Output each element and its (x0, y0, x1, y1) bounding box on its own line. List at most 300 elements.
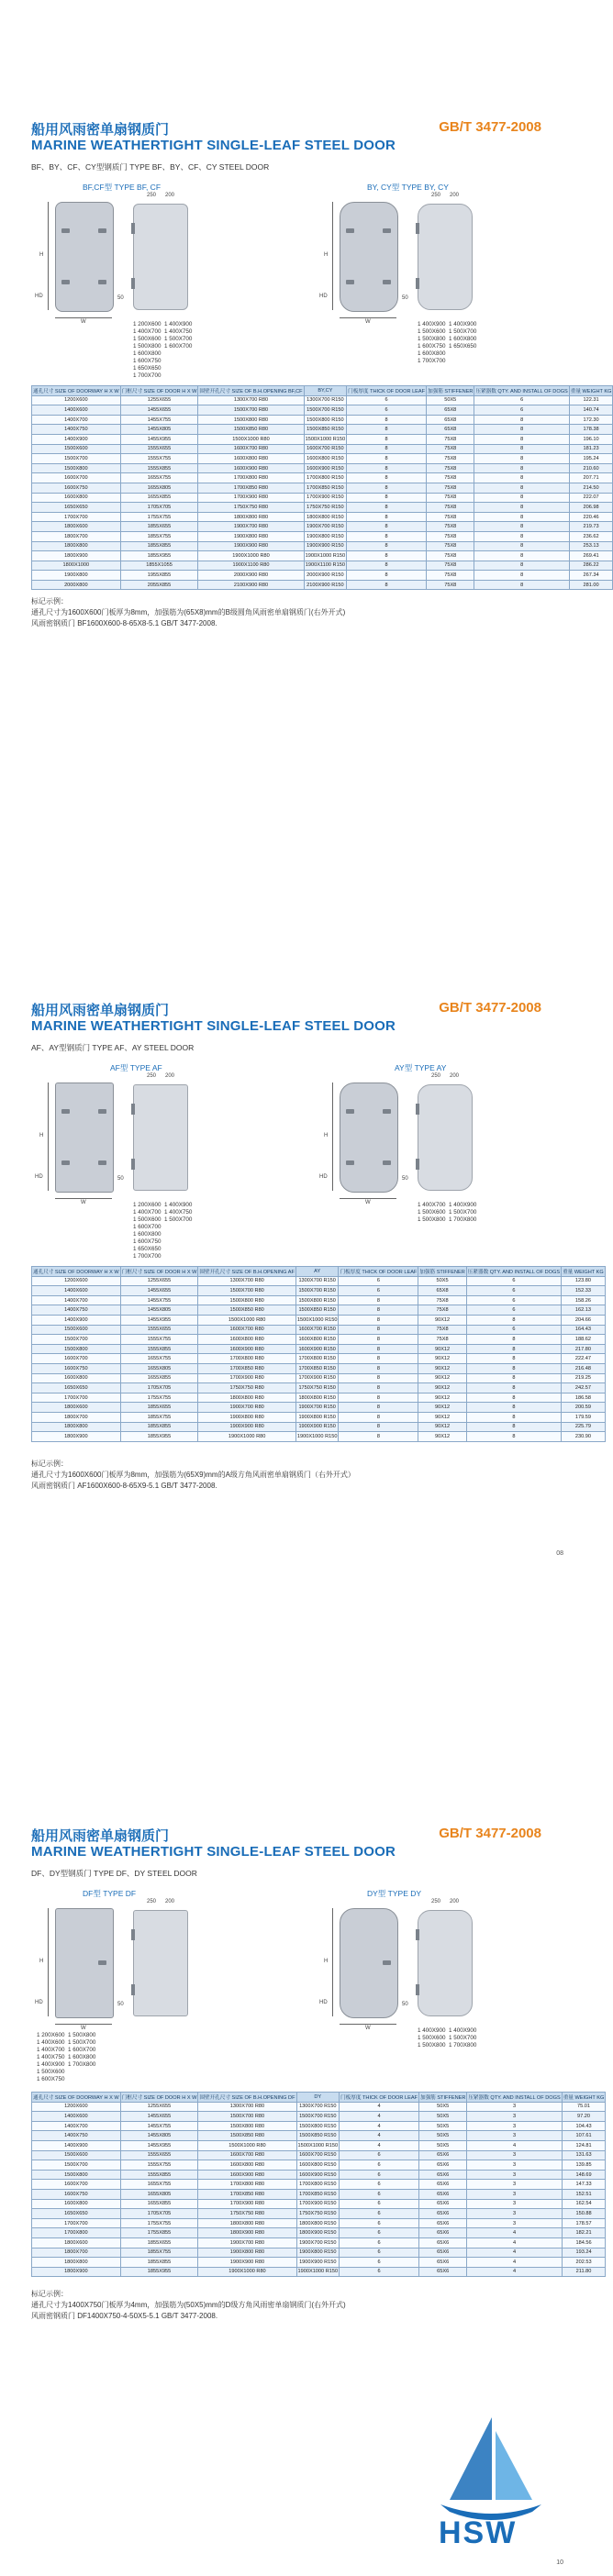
dog-handle-icon (98, 280, 106, 284)
table-cell: 4 (340, 2102, 419, 2112)
table-cell: 1400X750 (32, 2131, 121, 2141)
table-cell: 8 (347, 473, 427, 483)
table-cell: 1900X1000 R150 (296, 2267, 340, 2277)
table-cell: 1655X805 (120, 2189, 198, 2199)
table-cell: 1600X900 R150 (295, 1344, 339, 1354)
table-cell: 1900X900 R150 (295, 1422, 339, 1432)
page-number: 10 (556, 2559, 563, 2566)
col-header: 通孔尺寸 SIZE OF DOORWAY H X W (32, 386, 121, 396)
table-cell: 1400X600 (32, 1286, 121, 1296)
size-list-left: 1 200X600 1 500X800 1 400X600 1 500X700 1 400X700 1 600X700 1 400X750 1 600X800 1 400X900 1 700X800 1 500X600 1 600X750 (37, 2032, 96, 2082)
table-row (32, 1335, 606, 1345)
dog-handle-icon (383, 280, 391, 284)
table-cell: 75X8 (427, 561, 474, 571)
table-cell: 123.80 (562, 1276, 606, 1286)
table-cell: 2000X800 (32, 580, 121, 590)
table-cell: 122.31 (569, 395, 613, 405)
col-header: 门板厚度 THICK OF DOOR LEAF (340, 2093, 419, 2103)
table-cell: 65X8 (418, 1286, 466, 1296)
table-cell: 1255X655 (120, 2102, 198, 2112)
table-cell: 1750X750 R150 (304, 503, 347, 513)
table-cell: 1500X1000 R150 (295, 1315, 339, 1325)
table-cell: 75X8 (418, 1335, 466, 1345)
table-cell: 65X6 (418, 2248, 466, 2258)
table-cell: 1700X800 R80 (198, 1354, 296, 1364)
table-cell: 8 (474, 493, 569, 503)
table-cell: 8 (466, 1383, 561, 1393)
dog-handle-icon (61, 228, 70, 233)
col-header: 门板厚度 THICK OF DOOR LEAF (347, 386, 427, 396)
table-cell: 269.41 (569, 551, 613, 561)
table-cell: 131.63 (562, 2150, 606, 2160)
dog-handle-icon (383, 1960, 391, 1965)
table-row (32, 1295, 606, 1305)
table-cell: 1455X755 (120, 1295, 198, 1305)
table-cell: 1800X800 (32, 541, 121, 551)
table-cell: 2000X900 R80 (198, 571, 304, 581)
table-cell: 1600X800 R150 (296, 2160, 340, 2171)
table-cell: 1900X800 R80 (198, 1412, 296, 1422)
col-header: 围壁开孔尺寸 SIZE OF B.H.OPENING BF,CF (198, 386, 304, 396)
table-cell: 65X6 (418, 2150, 466, 2160)
table-cell: 1700X700 (32, 1393, 121, 1403)
table-cell: 65X6 (418, 2228, 466, 2238)
table-cell: 1555X755 (120, 2160, 198, 2171)
table-row (32, 1373, 606, 1383)
dim-label: W (81, 319, 86, 325)
table-cell: 1800X600 (32, 1403, 121, 1413)
table-row (32, 2258, 606, 2268)
table-cell: 1500X800 (32, 2170, 121, 2180)
table-cell: 8 (474, 531, 569, 541)
table-cell: 75X8 (427, 571, 474, 581)
table-cell: 1700X800 R150 (304, 473, 347, 483)
note-title: 标记示例： (31, 2290, 68, 2298)
note-title: 标记示例： (31, 1460, 68, 1468)
table-row (32, 2121, 606, 2131)
table-cell: 1600X800 (32, 493, 121, 503)
table-cell: 1455X655 (120, 405, 198, 416)
table-cell: 1655X805 (120, 483, 198, 493)
table-cell: 8 (339, 1403, 418, 1413)
table-cell: 220.46 (569, 512, 613, 522)
col-header: 加强筋 STIFFENER (418, 2093, 466, 2103)
size-list-right: 1 400X900 1 400X900 1 500X600 1 500X700 1 500X800 1 700X800 (418, 2027, 477, 2049)
table-cell: 8 (466, 1315, 561, 1325)
table-cell: 1600X800 R80 (198, 454, 304, 464)
table-cell: 1900X700 R80 (198, 1403, 296, 1413)
table-cell: 219.25 (562, 1373, 606, 1383)
table-cell: 1700X700 (32, 512, 121, 522)
table-cell: 1700X800 R150 (295, 1354, 339, 1364)
table-row (32, 425, 613, 435)
table-cell: 162.54 (562, 2199, 606, 2209)
table-cell: 8 (466, 1412, 561, 1422)
table-cell: 8 (466, 1363, 561, 1373)
note-block (31, 1459, 355, 1492)
table-cell: 8 (347, 503, 427, 513)
table-cell: 217.80 (562, 1344, 606, 1354)
table-cell: 1800X600 (32, 522, 121, 532)
dim-label: 50 (117, 1176, 124, 1182)
dim-label: HD (35, 294, 43, 299)
table-cell: 1600X750 (32, 2189, 121, 2199)
size-list-right: 1 400X700 1 400X900 1 500X600 1 500X700 1 500X800 1 700X800 (418, 1202, 477, 1223)
table-cell: 1600X800 R150 (295, 1335, 339, 1345)
dim-label: 200 (165, 193, 175, 198)
table-row (32, 1403, 606, 1413)
table-cell: 90X12 (418, 1354, 466, 1364)
table-cell: 1855X955 (120, 1432, 198, 1442)
table-cell: 1700X900 R150 (296, 2199, 340, 2209)
table-cell: 1500X600 (32, 1325, 121, 1335)
dim-label: 50 (117, 295, 124, 301)
dim-label: H (324, 252, 329, 258)
table-cell: 65X6 (418, 2199, 466, 2209)
dog-handle-icon (346, 1109, 354, 1114)
dog-handle-icon (383, 1109, 391, 1114)
table-cell: 1700X800 R80 (198, 473, 304, 483)
table-cell: 65X6 (418, 2189, 466, 2199)
table-cell: 8 (347, 463, 427, 473)
dimension-line (55, 1198, 112, 1199)
table-cell: 1600X700 R150 (296, 2150, 340, 2160)
table-row (32, 1432, 606, 1442)
table-cell: 1455X805 (120, 425, 198, 435)
table-row (32, 2160, 606, 2171)
table-cell: 6 (340, 2150, 419, 2160)
table-cell: 2100X900 R150 (304, 580, 347, 590)
table-cell: 1500X700 R150 (304, 405, 347, 416)
dimension-line (55, 317, 112, 318)
table-cell: 1600X700 R80 (198, 1325, 296, 1335)
dim-label: 200 (165, 1899, 175, 1904)
table-cell: 1900X800 R150 (295, 1412, 339, 1422)
table-cell: 1700X850 R150 (296, 2189, 340, 2199)
table-cell: 8 (474, 551, 569, 561)
section-header (0, 119, 580, 174)
table-cell: 1655X855 (120, 2199, 198, 2209)
table-cell: 1300X700 R150 (296, 2102, 340, 2112)
table-cell: 104.43 (562, 2121, 606, 2131)
table-cell: 178.57 (562, 2218, 606, 2228)
table-cell: 1500X1000 R80 (198, 1315, 296, 1325)
table-row (32, 512, 613, 522)
table-cell: 6 (466, 1286, 561, 1296)
table-cell: 1855X1055 (120, 561, 198, 571)
table-cell: 65X8 (427, 415, 474, 425)
table-cell: 184.56 (562, 2237, 606, 2248)
table-cell: 1800X800 R150 (296, 2218, 340, 2228)
dimension-line (340, 317, 396, 318)
table-row (32, 2228, 606, 2238)
table-cell: 1600X900 R80 (198, 463, 304, 473)
door-front-view (340, 1083, 398, 1193)
dimension-line (48, 202, 49, 310)
diagram-left-label: AF型 TYPE AF (110, 1063, 162, 1072)
table-cell: 90X12 (418, 1373, 466, 1383)
hsw-logo (431, 2413, 551, 2550)
note-text: 通孔尺寸为1600X600门板厚为8mm，加强筋为(65X9)mm的A级方角风雨密单扇钢质门（右外开式） (31, 1471, 355, 1479)
table-cell: 65X6 (418, 2160, 466, 2171)
table-cell: 1900X900 R80 (198, 541, 304, 551)
door-leaf-view (133, 1910, 188, 2016)
table-cell: 219.73 (569, 522, 613, 532)
table-cell: 1755X755 (120, 1393, 198, 1403)
table-cell: 107.61 (562, 2131, 606, 2141)
dog-handle-icon (98, 1160, 106, 1165)
table-cell: 1855X755 (120, 1412, 198, 1422)
table-cell: 8 (347, 493, 427, 503)
table-cell: 195.24 (569, 454, 613, 464)
standard-code: GB/T 3477-2008 (439, 1826, 541, 1841)
table-row (32, 2218, 606, 2228)
dim-label: 50 (117, 2002, 124, 2007)
table-cell: 3 (467, 2112, 562, 2122)
table-cell: 8 (474, 580, 569, 590)
table-cell: 4 (467, 2258, 562, 2268)
table-cell: 4 (340, 2140, 419, 2150)
table-cell: 164.43 (562, 1325, 606, 1335)
table-cell: 3 (467, 2170, 562, 2180)
table-cell: 1900X900 R150 (304, 541, 347, 551)
hinge-icon (416, 278, 419, 289)
table-cell: 8 (466, 1432, 561, 1442)
table-cell: 8 (339, 1373, 418, 1383)
table-cell: 1600X750 (32, 1363, 121, 1373)
table-cell: 1400X600 (32, 405, 121, 416)
standard-code: GB/T 3477-2008 (439, 1000, 541, 1016)
hinge-icon (131, 1929, 135, 1940)
table-cell: 8 (474, 463, 569, 473)
table-cell: 1700X900 R80 (198, 1373, 296, 1383)
table-cell: 8 (474, 434, 569, 444)
table-cell: 172.30 (569, 415, 613, 425)
table-cell: 1900X900 R80 (198, 1422, 296, 1432)
table-cell: 6 (340, 2160, 419, 2171)
table-cell: 1455X755 (120, 415, 198, 425)
table-cell: 1500X850 R150 (304, 425, 347, 435)
table-cell: 8 (339, 1295, 418, 1305)
table-cell: 1600X750 (32, 483, 121, 493)
table-cell: 1555X655 (120, 2150, 198, 2160)
table-row (32, 2112, 606, 2122)
table-cell: 206.98 (569, 503, 613, 513)
table-cell: 8 (339, 1354, 418, 1364)
dimension-line (48, 1908, 49, 2016)
table-cell: 8 (347, 425, 427, 435)
dim-label: 250 (431, 1073, 441, 1079)
table-cell: 211.80 (562, 2267, 606, 2277)
note-block (31, 2289, 346, 2322)
table-cell: 4 (467, 2248, 562, 2258)
table-cell: 1500X850 R80 (198, 425, 304, 435)
note-text: 通孔尺寸为1400X750门板厚为4mm，加强筋为(50X5)mm的D级方角风雨密单扇钢质门(右外开式) (31, 2301, 346, 2309)
dim-label: 50 (402, 1176, 408, 1182)
table-row (32, 2248, 606, 2258)
dim-label: HD (35, 1174, 43, 1180)
table-cell: 1800X600 (32, 2237, 121, 2248)
table-cell: 8 (339, 1305, 418, 1316)
table-cell: 1500X700 (32, 2160, 121, 2171)
table-row (32, 434, 613, 444)
types-line: BF、BY、CF、CY型钢质门 TYPE BF、BY、CF、CY STEEL DOOR (31, 162, 270, 172)
dog-handle-icon (98, 1109, 106, 1114)
table-cell: 8 (466, 1335, 561, 1345)
table-cell: 1700X800 R80 (198, 2180, 296, 2190)
table-cell: 1700X800 R150 (296, 2180, 340, 2190)
table-cell: 1755X755 (120, 512, 198, 522)
table-cell: 1700X900 R80 (198, 2199, 296, 2209)
door-leaf-view (418, 204, 473, 310)
table-cell: 8 (466, 1354, 561, 1364)
hinge-icon (131, 223, 135, 234)
table-cell: 8 (347, 522, 427, 532)
size-list-left: 1 200X600 1 400X900 1 400X700 1 400X750 1 500X600 1 500X700 1 500X800 1 600X700 1 600X800 1 600X750 1 650X650 1 700X700 (133, 321, 193, 379)
note-text: 通孔尺寸为1600X600门板厚为8mm，加强筋为(65X8)mm的B级圆角风雨密单扇钢质门(右外开式) (31, 608, 346, 616)
table-cell: 230.90 (562, 1432, 606, 1442)
table-cell: 1600X800 R150 (304, 454, 347, 464)
table-cell: 1500X1000 R150 (304, 434, 347, 444)
note-example: 风雨密钢质门 AF1600X600-8-65X9-5.1 GB/T 3477-2008. (31, 1482, 217, 1490)
table-cell: 1500X700 R150 (295, 1286, 339, 1296)
table-cell: 1455X655 (120, 2112, 198, 2122)
table-cell: 1500X700 R80 (198, 405, 304, 416)
table-cell: 8 (466, 1393, 561, 1403)
table-row (32, 1363, 606, 1373)
table-cell: 1300X700 R80 (198, 1276, 296, 1286)
table-cell: 150.88 (562, 2209, 606, 2219)
table-cell: 6 (466, 1305, 561, 1316)
page-number: 08 (556, 1550, 563, 1557)
dim-label: W (365, 2026, 371, 2031)
table-cell: 267.34 (569, 571, 613, 581)
table-cell: 1700X850 R150 (295, 1363, 339, 1373)
table-cell: 8 (474, 454, 569, 464)
table-cell: 1900X800 R80 (198, 2248, 296, 2258)
table-row (32, 531, 613, 541)
table-cell: 1700X850 R150 (304, 483, 347, 493)
table-cell: 75X8 (427, 493, 474, 503)
table-cell: 1555X855 (120, 463, 198, 473)
table-cell: 1500X1000 R80 (198, 434, 304, 444)
table-cell: 8 (339, 1383, 418, 1393)
col-header: 通孔尺寸 SIZE OF DOORWAY H X W (32, 2093, 121, 2103)
table-cell: 1900X1100 R80 (198, 561, 304, 571)
table-cell: 1800X700 (32, 2248, 121, 2258)
table-row (32, 541, 613, 551)
table-cell: 3 (467, 2150, 562, 2160)
table-cell: 1655X855 (120, 1373, 198, 1383)
table-cell: 1800X800 R80 (198, 1393, 296, 1403)
table-cell: 1900X1100 R150 (304, 561, 347, 571)
hinge-icon (131, 1159, 135, 1170)
dog-handle-icon (346, 280, 354, 284)
table-row (32, 2170, 606, 2180)
table-cell: 8 (339, 1432, 418, 1442)
table-cell: 1955X855 (120, 571, 198, 581)
table-cell: 162.13 (562, 1305, 606, 1316)
cn-title: 船用风雨密单扇钢质门 (31, 1003, 170, 1018)
table-cell: 50X5 (427, 395, 474, 405)
dog-handle-icon (98, 228, 106, 233)
table-cell: 281.00 (569, 580, 613, 590)
table-cell: 179.59 (562, 1412, 606, 1422)
table-cell: 3 (467, 2180, 562, 2190)
table-cell: 1855X755 (120, 2248, 198, 2258)
table-cell: 1555X655 (120, 1325, 198, 1335)
table-cell: 1800X1000 (32, 561, 121, 571)
table-cell: 193.24 (562, 2248, 606, 2258)
dim-label: H (39, 1133, 44, 1138)
dog-handle-icon (346, 228, 354, 233)
table-cell: 1750X750 R80 (198, 1383, 296, 1393)
dimension-line (340, 2024, 396, 2025)
table-cell: 1800X900 (32, 551, 121, 561)
table-cell: 75X8 (418, 1325, 466, 1335)
col-header: 门框尺寸 SIZE OF DOOR H X W (120, 2093, 198, 2103)
table-cell: 6 (340, 2237, 419, 2248)
table-cell: 8 (339, 1315, 418, 1325)
table-cell: 1200X600 (32, 395, 121, 405)
table-cell: 50X5 (418, 2102, 466, 2112)
table-cell: 1400X900 (32, 1315, 121, 1325)
table-cell: 1300X700 R150 (304, 395, 347, 405)
table-cell: 1455X755 (120, 2121, 198, 2131)
table-cell: 1800X800 R80 (198, 2218, 296, 2228)
table-row (32, 454, 613, 464)
table-cell: 4 (467, 2237, 562, 2248)
hinge-icon (416, 1984, 419, 1995)
table-row (32, 1286, 606, 1296)
table-cell: 75X8 (427, 483, 474, 493)
table-cell: 1650X650 (32, 2209, 121, 2219)
table-cell: 75X8 (427, 580, 474, 590)
hinge-icon (416, 1159, 419, 1170)
table-cell: 1705X705 (120, 2209, 198, 2219)
section-header (0, 1826, 580, 1881)
table-cell: 6 (340, 2228, 419, 2238)
table-cell: 1800X800 R150 (295, 1393, 339, 1403)
col-header: 门板厚度 THICK OF DOOR LEAF (339, 1267, 418, 1277)
table-cell: 1255X655 (120, 395, 198, 405)
table-cell: 1600X700 R80 (198, 444, 304, 454)
table-cell: 8 (474, 444, 569, 454)
table-cell: 8 (347, 531, 427, 541)
table-cell: 50X5 (418, 2121, 466, 2131)
table-cell: 65X6 (418, 2258, 466, 2268)
table-row (32, 551, 613, 561)
table-cell: 65X6 (418, 2218, 466, 2228)
table-cell: 1700X850 R80 (198, 483, 304, 493)
dim-label: W (365, 319, 371, 325)
table-cell: 124.81 (562, 2140, 606, 2150)
table-row (32, 1393, 606, 1403)
spec-table (31, 2092, 606, 2277)
table-cell: 152.51 (562, 2189, 606, 2199)
table-row (32, 1305, 606, 1316)
table-cell: 65X6 (418, 2170, 466, 2180)
hinge-icon (416, 1929, 419, 1940)
table-cell: 1600X700 (32, 2180, 121, 2190)
table-cell: 1800X800 (32, 2258, 121, 2268)
en-title: MARINE WEATHERTIGHT SINGLE-LEAF STEEL DOOR (31, 1844, 396, 1860)
table-cell: 1500X800 (32, 1344, 121, 1354)
diagram-left-label: BF,CF型 TYPE BF, CF (83, 183, 162, 192)
table-cell: 181.23 (569, 444, 613, 454)
table-row (32, 2199, 606, 2209)
table-cell: 222.07 (569, 493, 613, 503)
